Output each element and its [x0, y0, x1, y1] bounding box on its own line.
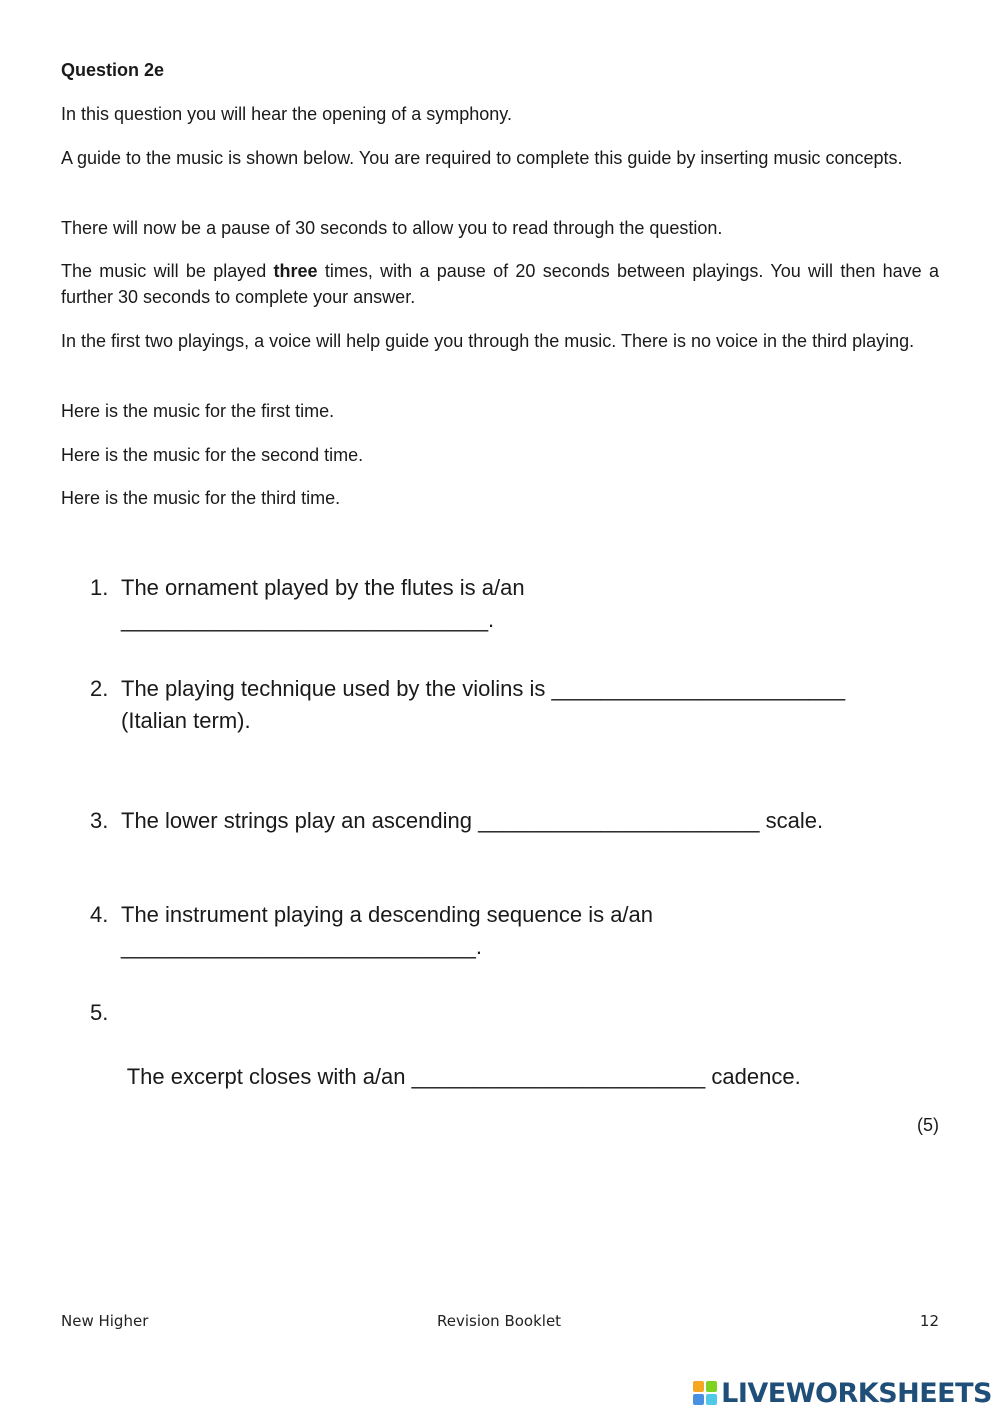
- intro-p4-bold: three: [273, 261, 318, 281]
- question-text: The instrument playing a descending sequence is a/an: [121, 902, 654, 927]
- question-number: 1.: [90, 575, 109, 600]
- intro-paragraph-7: Here is the music for the second time.: [61, 445, 364, 465]
- logo-grid-icon: [693, 1381, 717, 1405]
- intro-paragraph-2: A guide to the music is shown below. You are required to complete this guide by inserting music concepts.: [61, 148, 903, 168]
- intro-paragraph-4: [61, 258, 939, 310]
- question-title: Question 2e: [61, 60, 165, 80]
- intro-paragraph-1: In this question you will hear the opening of a symphony.: [61, 104, 512, 124]
- logo-square-4: [706, 1394, 717, 1405]
- answer-blank[interactable]: _____________________________.: [121, 934, 482, 959]
- question-number: 2.: [90, 676, 109, 701]
- question-note: (Italian term).: [121, 708, 251, 733]
- footer-center: Revision Booklet: [437, 1312, 562, 1330]
- question-text: The ornament played by the flutes is a/an: [121, 575, 525, 600]
- intro-paragraph-8: Here is the music for the third time.: [61, 488, 341, 508]
- logo-square-2: [706, 1381, 717, 1392]
- question-number: 5.: [90, 1000, 109, 1025]
- question-text[interactable]: The playing technique used by the violins is ________________________: [121, 676, 846, 701]
- footer-left: New Higher: [61, 1312, 149, 1330]
- question-text[interactable]: The lower strings play an ascending _______________________ scale.: [121, 808, 824, 833]
- intro-p4-start: The music will be played: [61, 261, 274, 281]
- footer-page-number: 12: [919, 1312, 939, 1330]
- logo-square-1: [693, 1381, 704, 1392]
- question-number: 3.: [90, 808, 109, 833]
- intro-paragraph-6: Here is the music for the first time.: [61, 401, 335, 421]
- intro-p4-end: times, with a pause of 20 seconds between playings. You will then have a further 30 seconds to complete your answer.: [61, 261, 939, 307]
- liveworksheets-logo: [693, 1378, 992, 1408]
- marks-total: (5): [917, 1115, 939, 1135]
- question-number: 4.: [90, 902, 109, 927]
- logo-square-3: [693, 1394, 704, 1405]
- intro-paragraph-5: In the first two playings, a voice will help guide you through the music. There is no voice in the third playing.: [61, 331, 915, 351]
- answer-blank[interactable]: ______________________________.: [121, 607, 495, 632]
- logo-text: LIVEWORKSHEETS: [721, 1377, 992, 1409]
- intro-paragraph-3: There will now be a pause of 30 seconds to allow you to read through the question.: [61, 218, 723, 238]
- question-text[interactable]: The excerpt closes with a/an ________________________ cadence.: [121, 1064, 801, 1089]
